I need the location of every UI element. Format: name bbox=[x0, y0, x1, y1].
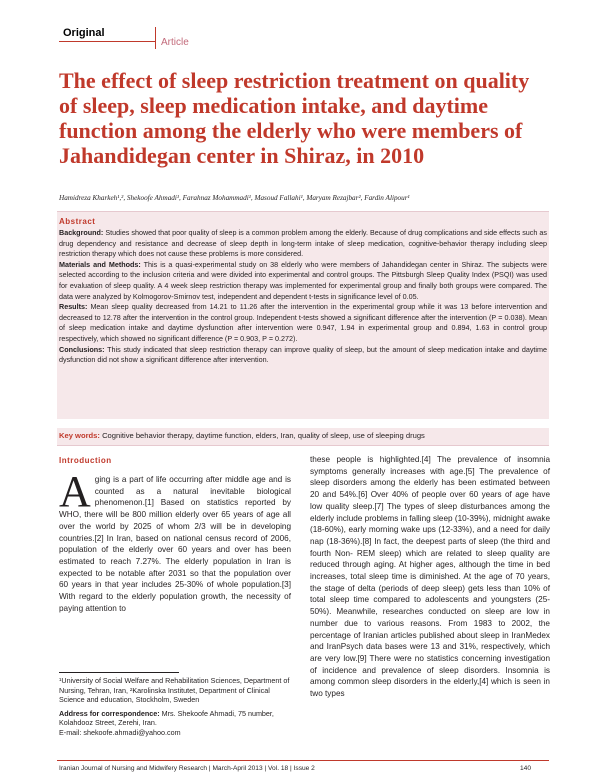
email: E-mail: shekoofe.ahmadi@yahoo.com bbox=[59, 727, 181, 737]
abstract-body bbox=[59, 228, 547, 366]
correspondence bbox=[59, 709, 291, 728]
results-text: Mean sleep quality decreased from 14.21 to 11.26 after the intervention in the experimental group while it was 13 before intervention and decreased to 12.78 after the intervention in the control group. Independent t-tests showed a significant difference after the intervention (P = 0.038). Mean of sleep medication intake and daytime dysfunction after intervention were 0.947, 1.94 in experimental group and 0.894, 1.63 in control group respectively, which showed no significant difference (P = 0.903, P = 0.272). bbox=[59, 302, 548, 343]
abstract-background bbox=[59, 228, 547, 260]
results-label: Results: bbox=[59, 302, 88, 312]
article-type-header bbox=[59, 27, 540, 49]
abstract-results bbox=[59, 302, 547, 344]
author-list: Hamidreza Kharkeh¹,², Shekoofe Ahmadi¹, Farahnaz Mohammadi¹, Masoud Fallahi¹, Maryam Rezajbar², Fardin Alipour¹ bbox=[59, 194, 410, 202]
footer-rule bbox=[57, 760, 549, 761]
correspondence-label: Address for correspondence: bbox=[59, 708, 160, 718]
abstract-heading: Abstract bbox=[59, 217, 96, 226]
conclusions-label: Conclusions: bbox=[59, 344, 105, 354]
footnote-rule bbox=[59, 672, 179, 673]
affiliations: ¹University of Social Welfare and Rehabilitation Sciences, Department of Nursing, Tehran, Iran, ²Karolinska Institutet, Department of Clinical Science and education, Stockholm, Sweden bbox=[59, 676, 290, 705]
original-label: Original bbox=[63, 27, 105, 39]
conclusions-text: This study indicated that sleep restriction therapy can improve quality of sleep, but the amount of sleep medication intake and daytime dysfunction did not show a significant difference after intervention. bbox=[59, 344, 547, 365]
paper-title: The effect of sleep restriction treatment on quality of sleep, sleep medication intake, and daytime function among the elderly who were members of Jahandidegan center in Shiraz, in 2010 bbox=[59, 68, 530, 168]
drop-cap: A bbox=[59, 467, 91, 516]
page-number: 140 bbox=[520, 765, 532, 772]
intro-column-left bbox=[59, 467, 291, 614]
intro-paragraph-right: these people is highlighted.[4] The prevalence of insomnia symptoms generally increases with age.[5] The prevalence of sleep disorders among the elderly has been estimated between 20 and 54%.[6] Over 40% of people over 60 years of age have low quality sleep.[7] The types of sleep disturbances among the elderly include problems in falling sleep (10-39%), midnight awake (18-60%), early morning wake ups (12-33%), and a need for daily nap (18-36%).[8] In fact, the deepest parts of sleep (the third and fourth Non- REM sleep) which are related to sleep quality are reduced through aging. At higher ages, although the time in bed increases, total sleep time is diminished. At the age of 70 years, the stage of delta (periods of deep sleep) gets less than 10% of total sleep time compared to adolescents and youngsters (25-50%). Meanwhile, researches conducted on sleep are low in number due to various reasons. From 1983 to 2002, the percentage of Iranian articles published about sleep in IranMedex and IranPsych data bases were 13 and 31%, respectively, which are very low.[9] There were no statistics concerning investigation of incidence and prevalence of sleep disorders. Insomnia is among common sleep disorders in the elderly,[4] which is seen in two types bbox=[310, 455, 550, 699]
header-divider bbox=[155, 27, 156, 49]
intro-paragraph-left: ging is a part of life occurring after middle age and is counted as a natural inevitable biological phenomenon.[1] Based on statistics reported by WHO, there will be 800 million elderly over 65 years of age all over the world by 2025 of whom 2/3 will be in developing countries.[2] In Iran, based on national census record of 2006, population of the elderly over 60 years and over has been estimated to reach 7.27%. The elderly population in Iran is expected to be notable after 2031 so that the population over 60 years in that year includes 25-30% of whole population.[3] With regard to the elderly population growth, the necessity of paying attention to bbox=[59, 475, 291, 613]
correspondence-address: Mrs. Shekoofe Ahmadi, 75 number, Kolahdooz Street, Zerehi, Iran. bbox=[59, 708, 274, 728]
keywords bbox=[59, 431, 425, 440]
header-rule bbox=[59, 41, 155, 42]
background-text: Studies showed that poor quality of sleep is a common problem among the elderly. Because of drug complications and side effects such as drug dependency and resistance and decrease of sleep depth in long-term intake of sleep medication, cognitive-behavior therapy including sleep restriction therapy which does not cause these problems is more considered. bbox=[59, 228, 548, 259]
methods-label: Materials and Methods: bbox=[59, 259, 141, 269]
keywords-label: Key words: bbox=[59, 431, 100, 440]
abstract-methods bbox=[59, 260, 547, 302]
background-label: Background: bbox=[59, 228, 104, 237]
footnotes bbox=[59, 676, 291, 738]
introduction-heading: Introduction bbox=[59, 456, 112, 465]
journal-citation: Iranian Journal of Nursing and Midwifery Research | March-April 2013 | Vol. 18 | Issue 2 bbox=[59, 765, 315, 772]
abstract-conclusions bbox=[59, 345, 547, 366]
methods-text: This is a quasi-experimental study on 38 elderly who were members of Jahandidegan center in Shiraz. The subjects were selected according to the inclusion criteria and were divided into experimental and control groups. The Pittsburgh Sleep Quality Index (PSQI) was used for evaluation of sleep quality. A 4 week sleep restriction therapy was implemented for experimental group and finally both groups were compared. The data were analyzed by Kolmogorov-Smirnov test, independent and dependent t-tests in significance level of 0.05. bbox=[59, 259, 547, 301]
article-label: Article bbox=[161, 37, 189, 48]
intro-column-right bbox=[310, 454, 550, 700]
keywords-text: Cognitive behavior therapy, daytime function, elders, Iran, quality of sleep, use of sleeping drugs bbox=[102, 431, 425, 440]
